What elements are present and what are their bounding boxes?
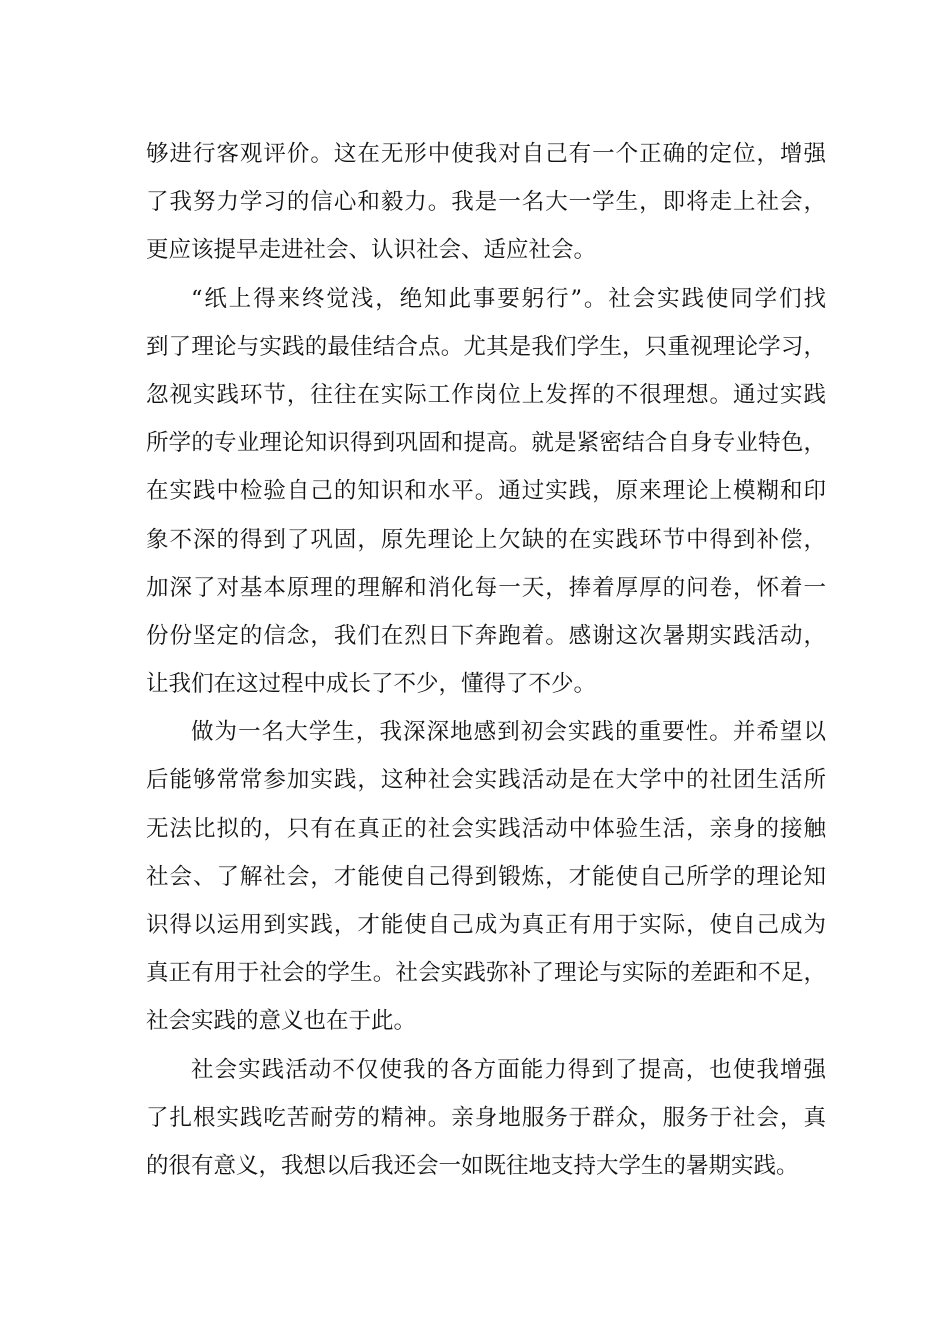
paragraph-p1 <box>146 130 826 275</box>
paragraph-p3 <box>146 708 826 1045</box>
text-line: 让我们在这过程中成长了不少，懂得了不少。 <box>146 671 597 698</box>
document-body <box>146 130 826 1190</box>
text-line: 所学的专业理论知识得到巩固和提高。就是紧密结合自身专业特色， <box>146 430 826 457</box>
text-line: 的很有意义，我想以后我还会一如既往地支持大学生的暑期实践。 <box>146 1152 799 1179</box>
text-line: 加深了对基本原理的理解和消化每一天，捧着厚厚的问卷，怀着一 <box>146 574 826 601</box>
text-line: 真正有用于社会的学生。社会实践弥补了理论与实际的差距和不足， <box>146 960 826 987</box>
text-line: 份份坚定的信念，我们在烈日下奔跑着。感谢这次暑期实践活动， <box>146 622 826 649</box>
text-line: 在实践中检验自己的知识和水平。通过实践，原来理论上模糊和印 <box>146 478 826 505</box>
text-line: 无法比拟的，只有在真正的社会实践活动中体验生活，亲身的接触 <box>146 815 826 842</box>
text-line: 更应该提早走进社会、认识社会、适应社会。 <box>146 237 597 264</box>
paragraph-p2 <box>146 275 826 709</box>
paragraph-p4 <box>146 1046 826 1191</box>
text-line: 象不深的得到了巩固，原先理论上欠缺的在实践环节中得到补偿， <box>146 526 826 553</box>
text-line: 识得以运用到实践，才能使自己成为真正有用于实际，使自己成为 <box>146 912 826 938</box>
text-line: “纸上得来终觉浅，绝知此事要躬行”。社会实践使同学们找 <box>191 285 826 312</box>
text-line: 社会实践活动不仅使我的各方面能力得到了提高，也使我增强 <box>191 1056 826 1083</box>
text-line: 够进行客观评价。这在无形中使我对自己有一个正确的定位，增强 <box>146 141 826 167</box>
text-line: 社会、了解社会，才能使自己得到锻炼，才能使自己所学的理论知 <box>146 863 826 890</box>
text-line: 社会实践的意义也在于此。 <box>146 1008 417 1035</box>
text-line: 到了理论与实践的最佳结合点。尤其是我们学生，只重视理论学习， <box>146 333 826 360</box>
text-line: 了扎根实践吃苦耐劳的精神。亲身地服务于群众，服务于社会，真 <box>146 1104 826 1131</box>
text-line: 做为一名大学生，我深深地感到初会实践的重要性。并希望以 <box>191 719 826 746</box>
text-line: 后能够常常参加实践，这种社会实践活动是在大学中的社团生活所 <box>146 767 826 794</box>
text-line: 忽视实践环节，往往在实际工作岗位上发挥的不很理想。通过实践 <box>146 381 826 408</box>
text-line: 了我努力学习的信心和毅力。我是一名大一学生，即将走上社会， <box>146 189 826 216</box>
